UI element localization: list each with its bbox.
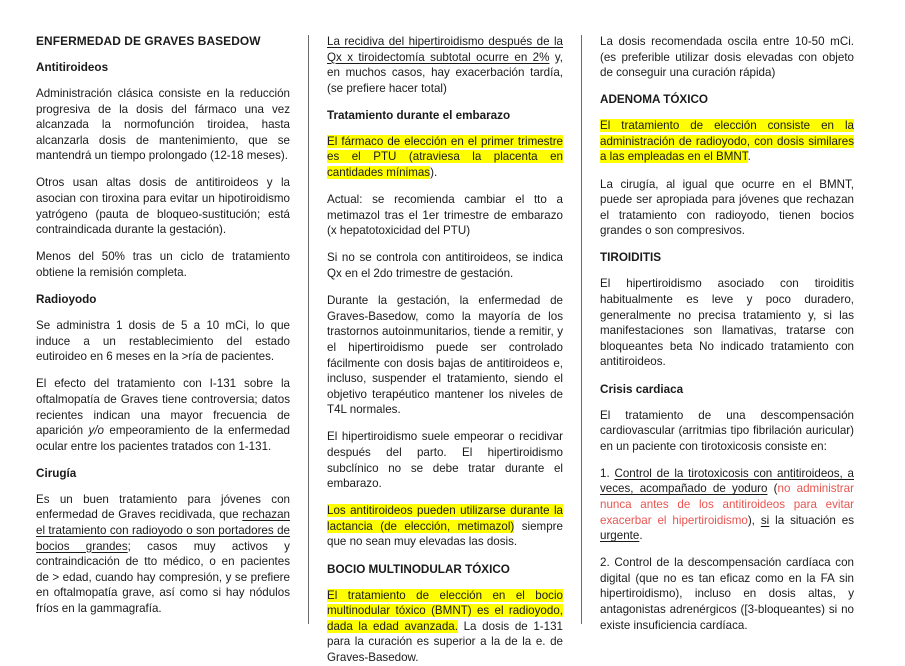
item1-end-period: . [639, 529, 643, 543]
heading-cirugia: Cirugía [36, 466, 77, 480]
heading-crisis-cardiaca: Crisis cardiaca [600, 382, 684, 396]
list-item-2-control-descompensacion: 2. Control de la descompensación cardíaca con digital (que no es tan eficaz como en la FA sin hipertiroidismo), incluso en dosis altas, y antagonistas adrenérgicos ([3-bloqueantes) si no existe insuficiencia cardíaca. [600, 556, 854, 632]
item1-urgente-underlined: urgente [600, 529, 640, 543]
item1-number: 1. [600, 466, 615, 480]
item1-si-underlined: si [760, 513, 770, 527]
paragraph-lactancia [327, 503, 563, 550]
paragraph-menos-50: Menos del 50% tras un ciclo de tratamiento obtiene la remisión completa. [36, 250, 290, 279]
paragraph-dosis-recomendada: La dosis recomendada oscila entre 10-50 mCi. (es preferible utilizar dosis elevadas con objeto de conseguir una curación rápida) [600, 35, 854, 80]
bmnt-text-rest: La dosis de 1-131 para la curación es superior a la de la e. de Graves-Basedow. [327, 619, 563, 664]
paragraph-otros-usan: Otros usan altas dosis de antitiroideos y la asocian con tiroxina para evitar un hipotiroidismo yatrógeno (pauta de bloqueo-sustitución; está contraindicada durante la gestación). [36, 176, 290, 237]
paragraph-se-administra: Se administra 1 dosis de 5 a 10 mCi, lo que induce a un restablecimiento del estado eutiroideo en 6 meses en la >ría de pacientes. [36, 319, 290, 364]
bmnt-highlighted-clause: El tratamiento de elección en el bocio multinodular tóxico (BMNT) es el radioyodo, dada la edad avanzada. [327, 588, 563, 633]
list-item-1-control-tirotoxicosis [600, 466, 854, 544]
paragraph-empeorar-parto: El hipertiroidismo suele empeorar o recidivar después del parto. El hipertiroidismo subclínico no se debe tratar durante el embarazo. [327, 430, 563, 491]
paragraph-tiroiditis: El hipertiroidismo asociado con tiroiditis habitualmente es leve y poco duradero, generalmente no precisa tratamiento y, si las manifestaciones son llamativas, tratarse con bloqueantes beta No indicado tratamiento con antitiroideos. [600, 277, 854, 369]
item1-mid-text: la situación es [769, 513, 854, 527]
paragraph-cirugia [36, 492, 290, 617]
paragraph-adenoma-tratamiento [600, 118, 854, 165]
cirugia-underlined-clause: rechazan el tratamiento con radioyodo o son portadores de bocios grandes [36, 508, 290, 553]
paragraph-bmnt-tratamiento [327, 588, 563, 666]
recidiva-underlined-clause: La recidiva del hipertiroidismo después de la Qx x tiroidectomía subtotal ocurre en 2% [327, 35, 563, 64]
paragraph-durante-gestacion: Durante la gestación, la enfermedad de Graves-Basedow, como la mayoría de los trastornos autoinmunitarios, tiende a remitir, y el hipertiroidismo puede ser controlado fácilmente con dosis bajas de antitiroideos e, incluso, suspender el tratamiento, siendo el objetivo terapéutico mantener los niveles de T4L normales. [327, 294, 563, 417]
paragraph-si-no-controla: Si no se controla con antitiroideos, se indica Qx en el 2do trimestre de gestación. [327, 251, 563, 281]
paragraph-farmaco-eleccion [327, 134, 563, 181]
heading-antitiroideos: Antitiroideos [36, 61, 109, 74]
paragraph-actual-metimazol: Actual: se recomienda cambiar el tto a metimazol tras el 1er trimestre de embarazo (x hepatotoxicidad del PTU) [327, 193, 563, 238]
paragraph-recidiva [327, 34, 563, 96]
page-title: ENFERMEDAD DE GRAVES BASEDOW [36, 34, 261, 48]
farmaco-text-rest: ). [430, 166, 438, 180]
efecto-text-b: empeoramiento de la enfermedad ocular entre los pacientes tratados con 1-131. [36, 424, 290, 453]
cirugia-text-a: Es un buen tratamiento para jóvenes con enfermedad de Graves recidivada, que [36, 492, 290, 522]
heading-embarazo: Tratamiento durante el embarazo [327, 108, 511, 122]
paragraph-administracion: Administración clásica consiste en la reducción progresiva de la dosis del fármaco una vez alcanzada la normofunción tiroidea, hasta alcanzarla dosis de mantenimiento, que se mantendrá un tiempo prolongado (12-18 meses). [36, 87, 290, 163]
paragraph-efecto-i131 [36, 376, 290, 454]
lactancia-text-rest: siempre que no sean muy elevadas las dosis. [327, 519, 563, 549]
item1-paren-close: ), [747, 513, 761, 527]
farmaco-highlighted-clause: El fármaco de elección en el primer trimestre es el PTU (atraviesa la placenta en cantidades mínimas [327, 134, 563, 180]
column-1 [36, 34, 308, 617]
efecto-italic-yo: y/o [88, 424, 104, 438]
heading-adenoma-toxico: ADENOMA TÓXICO [600, 93, 709, 107]
heading-tiroiditis: TIROIDITIS [600, 251, 662, 265]
efecto-text-a: El efecto del tratamiento con I-131 sobre la oftalmopatía de Graves tiene controversia; datos recientes indican una mayor frecuencia de aparición [36, 377, 290, 438]
heading-radioyodo: Radioyodo [36, 293, 97, 307]
recidiva-text-rest: y, en muchos casos, hay exacerbación tardía, (se prefiere hacer total) [327, 50, 563, 95]
cirugia-text-b: ; casos muy activos y contraindicación de tto médico, o en pacientes de > edad, cuando hay compresión, y se prefiere en oftalmopatía grave, así como si hay nódulos fríos en la gammagrafía. [36, 539, 290, 615]
adenoma-highlighted-clause: El tratamiento de elección consiste en la administración de radioyodo, con dosis similares a las empleadas en el BMNT [600, 119, 854, 164]
paragraph-cirugia-bmnt: La cirugía, al igual que ocurre en el BMNT, puede ser apropiada para jóvenes que rechazan el tratamiento con radioyodo, tienen bocios grandes o son compresivos. [600, 177, 854, 238]
column-3 [582, 34, 854, 633]
heading-bocio-multinodular-toxico: BOCIO MULTINODULAR TÓXICO [327, 562, 510, 576]
paragraph-descompensacion: El tratamiento de una descompensación cardiovascular (arritmias tipo fibrilación auricular) en un paciente con tirotoxicosis consiste en: [600, 408, 854, 453]
column-2 [309, 34, 581, 666]
item1-red-warning: no administrar nunca antes de los antitiroideos para evitar exacerbar el hipertiroidismo [600, 482, 854, 527]
item1-underlined-clause: Control de la tirotoxicosis con antitiroideos, a veces, acompañado de yoduro [600, 466, 854, 496]
adenoma-text-rest: . [747, 150, 751, 164]
lactancia-highlighted-clause: Los antitiroideos pueden utilizarse durante la lactancia (de elección, metimazol) [327, 504, 563, 533]
item1-paren-open: ( [767, 482, 778, 496]
